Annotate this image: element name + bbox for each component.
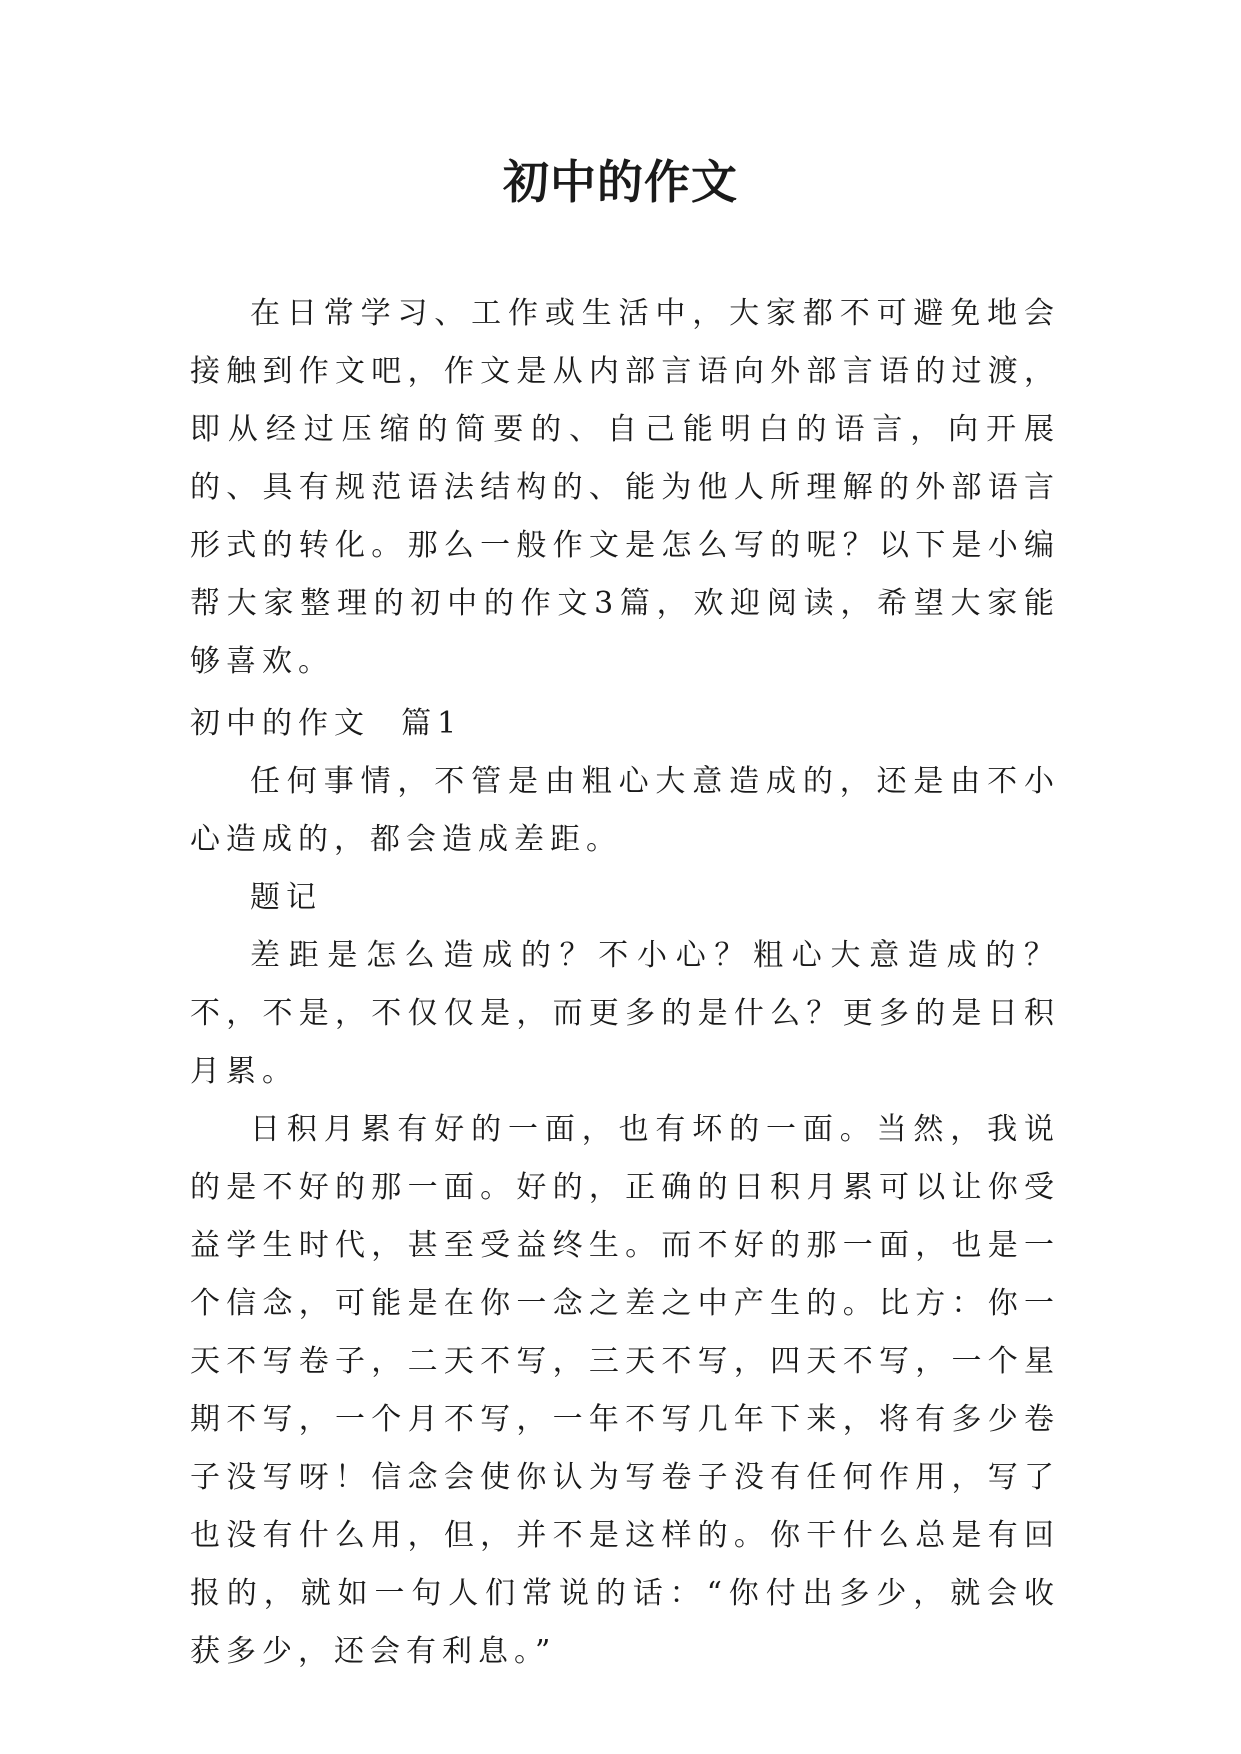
essay-heading: 初中的作文 篇1 xyxy=(190,706,463,741)
essay-paragraph: 日积月累有好的一面，也有坏的一面。当然，我说的是不好的那一面。好的，正确的日积月累可以让你受益学生时代，甚至受益终生。而不好的那一面，也是一个信念，可能是在你一念之差之中产生的。比方：你一天不写卷子，二天不写，三天不写，四天不写，一个星期不写，一个月不写，一年不写几年下来，将有多少卷子没写呀！信念会使你认为写卷子没有任何作用，写了也没有什么用，但，并不是这样的。你干什么总是有回报的，就如一句人们常说的话：“你付出多少，就会收获多少，还会有利息。” xyxy=(190,1112,1060,1669)
epigraph-label: 题记 xyxy=(250,880,322,915)
intro-paragraph: 在日常学习、工作或生活中，大家都不可避免地会接触到作文吧，作文是从内部言语向外部言语的过渡，即从经过压缩的简要的、自己能明白的语言，向开展的、具有规范语法结构的、能为他人所理解的外部语言形式的转化。那么一般作文是怎么写的呢？以下是小编帮大家整理的初中的作文3篇，欢迎阅读，希望大家能够喜欢。 xyxy=(190,296,1060,679)
document-title: 初中的作文 xyxy=(503,155,738,209)
essay-paragraph: 差距是怎么造成的？不小心？粗心大意造成的？不，不是，不仅仅是，而更多的是什么？更多的是日积月累。 xyxy=(190,938,1060,1089)
essay-paragraph: 任何事情，不管是由粗心大意造成的，还是由不小心造成的，都会造成差距。 xyxy=(190,764,1060,857)
intro-block xyxy=(190,285,1060,691)
essay-section-1 xyxy=(190,695,1060,1681)
